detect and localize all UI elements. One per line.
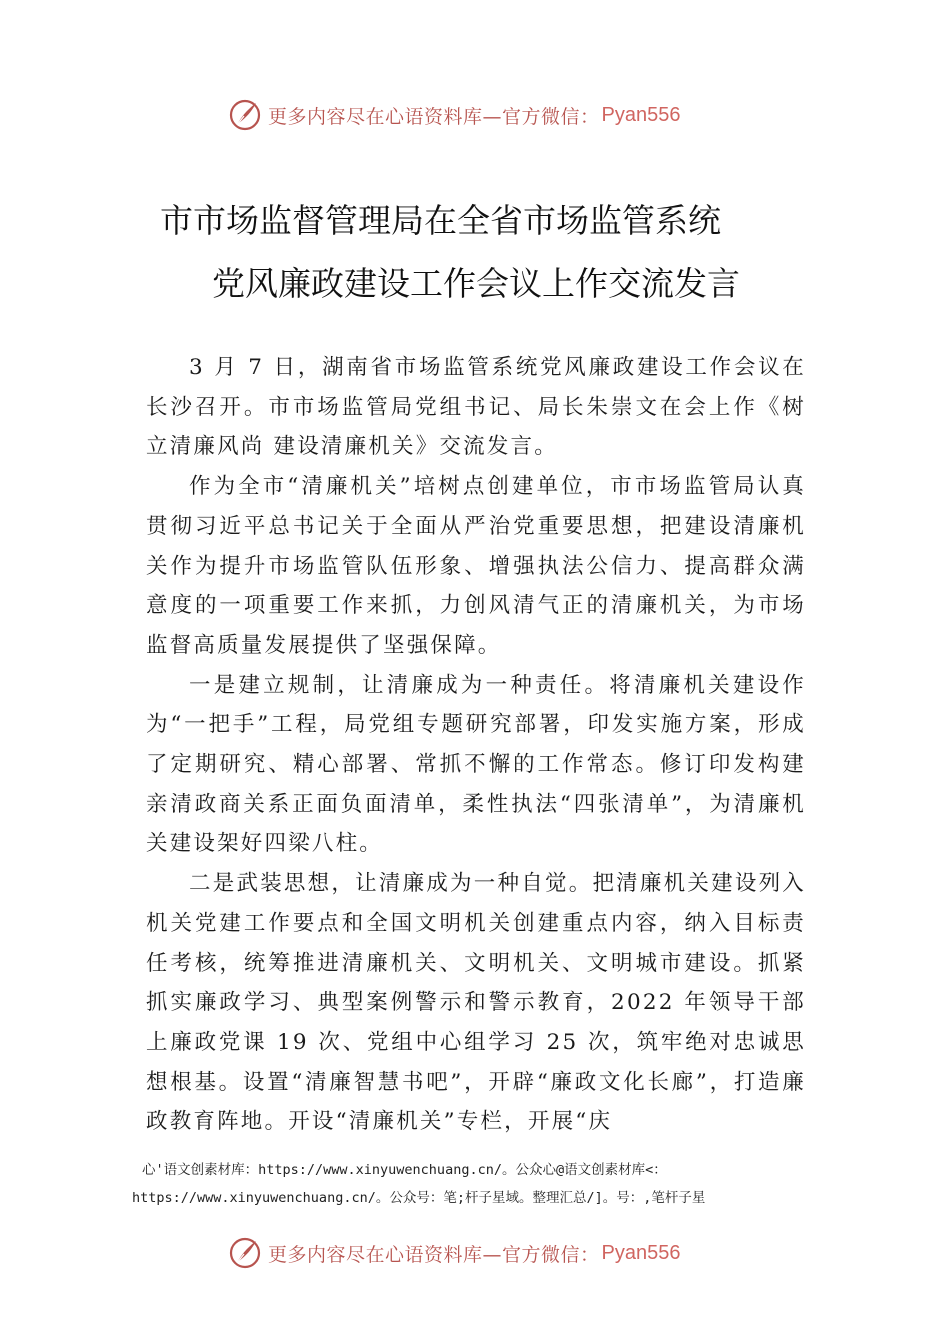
document-body [146, 348, 806, 1142]
document-title-line2: 党风廉政建设工作会议上作交流发言 [212, 264, 740, 303]
wechat-id: Pyan556 [601, 1241, 681, 1264]
footer-note-line1: 心'语文创素材库：https://www.xinyuwenchuang.cn/。公众心@语文创素材库<： [142, 1162, 667, 1178]
footer-note [132, 1156, 832, 1212]
feather-pen-logo-icon [228, 98, 262, 132]
feather-pen-logo-icon [228, 1236, 262, 1270]
footer-banner [228, 1233, 680, 1273]
paragraph: 二是武装思想，让清廉成为一种自觉。把清廉机关建设列入机关党建工作要点和全国文明机关创建重点内容，纳入目标责任考核，统筹推进清廉机关、文明机关、文明城市建设。抓紧抓实廉政学习、典型案例警示和警示教育，2022 年领导干部上廉政党课 19 次、党组中心组学习 25 次，筑牢绝对忠诚思想根基。设置“清廉智慧书吧”，开辟“廉政文化长廊”，打造廉政教育阵地。开设“清廉机关”专栏，开展“庆 [146, 871, 806, 1135]
paragraph: 作为全市“清廉机关”培树点创建单位，市市场监管局认真贯彻习近平总书记关于全面从严治党重要思想，把建设清廉机关作为提升市场监管队伍形象、增强执法公信力、提高群众满意度的一项重要工作来抓，力创风清气正的清廉机关，为市场监督高质量发展提供了坚强保障。 [146, 474, 806, 658]
paragraph: 一是建立规制，让清廉成为一种责任。将清廉机关建设作为“一把手”工程，局党组专题研究部署，印发实施方案，形成了定期研究、精心部署、常抓不懈的工作常态。修订印发构建亲清政商关系正面负面清单，柔性执法“四张清单”，为清廉机关建设架好四梁八柱。 [146, 672, 806, 857]
header-banner [228, 95, 680, 135]
wechat-id: Pyan556 [601, 103, 681, 126]
banner-text: 更多内容尽在心语资料库—官方微信： [268, 105, 600, 128]
banner-text: 更多内容尽在心语资料库—官方微信： [268, 1243, 600, 1266]
document-title-line1: 市市场监督管理局在全省市场监管系统 [160, 201, 721, 240]
footer-note-line2: https://www.xinyuwenchuang.cn/。公众号：笔;杆子星域。整理汇总/]。号：,笔杆子星 [132, 1190, 706, 1206]
paragraph: 3 月 7 日，湖南省市场监管系统党风廉政建设工作会议在长沙召开。市市场监管局党组书记、局长朱崇文在会上作《树立清廉风尚 建设清廉机关》交流发言。 [146, 355, 806, 460]
